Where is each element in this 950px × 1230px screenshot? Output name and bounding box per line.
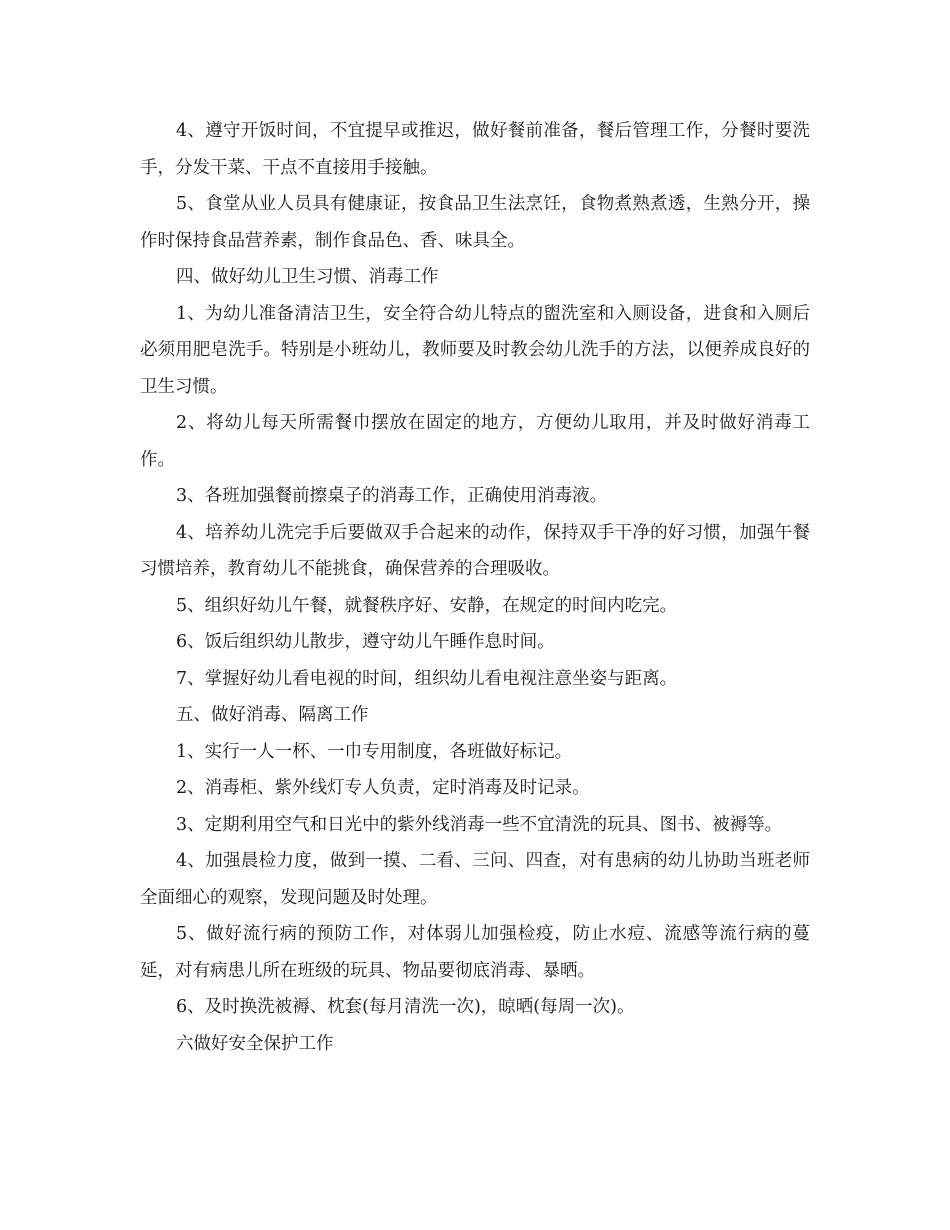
paragraph-canteen-staff: 5、食堂从业人员具有健康证，按食品卫生法烹饪，食物煮熟煮透，生熟分开，操作时保持食品营养素，制作食品色、香、味具全。: [140, 194, 810, 251]
paragraph-lunch: 5、组织好幼儿午餐，就餐秩序好、安静，在规定的时间内吃完。: [176, 595, 678, 616]
paragraph-dining-time: 4、遵守开饭时间，不宜提早或推迟，做好餐前准备，餐后管理工作，分餐时要洗手，分发干菜、干点不直接用手接触。: [140, 121, 810, 178]
paragraph-bedding: 6、及时换洗被褥、枕套(每月清洗一次)，晾晒(每周一次)。: [176, 997, 635, 1017]
paragraph-epidemic: 5、做好流行病的预防工作，对体弱儿加强检疫，防止水痘、流感等流行病的蔓延，对有病患儿所在班级的玩具、物品要彻底消毒、暴晒。: [140, 924, 810, 981]
paragraph-morning-check: 4、加强晨检力度，做到一摸、二看、三问、四查，对有患病的幼儿协助当班老师全面细心的观察，发现问题及时处理。: [140, 851, 810, 908]
paragraph-washroom: 1、为幼儿准备清洁卫生，安全符合幼儿特点的盥洗室和入厕设备，进食和入厕后必须用肥皂洗手。特别是小班幼儿，教师要及时教会幼儿洗手的方法，以便养成良好的卫生习惯。: [140, 303, 810, 397]
paragraph-tv: 7、掌握好幼儿看电视的时间，组织幼儿看电视注意坐姿与距离。: [176, 668, 678, 689]
paragraph-hand-habits: 4、培养幼儿洗完手后要做双手合起来的动作，保持双手干净的好习惯，加强午餐习惯培养，教育幼儿不能挑食，确保营养的合理吸收。: [140, 522, 810, 579]
section-heading-isolation: 五、做好消毒、隔离工作: [176, 705, 369, 725]
paragraph-uv-cabinet: 2、消毒柜、紫外线灯专人负责，定时消毒及时记录。: [176, 778, 590, 798]
document-body: [140, 113, 810, 1062]
paragraph-walk-nap: 6、饭后组织幼儿散步，遵守幼儿午睡作息时间。: [176, 632, 555, 652]
paragraph-napkins: 2、将幼儿每天所需餐巾摆放在固定的地方，方便幼儿取用，并及时做好消毒工作。: [140, 413, 810, 470]
paragraph-sunlight: 3、定期利用空气和日光中的紫外线消毒一些不宜清洗的玩具、图书、被褥等。: [176, 814, 783, 835]
paragraph-cup-towel: 1、实行一人一杯、一巾专用制度，各班做好标记。: [176, 741, 573, 762]
section-heading-safety: 六做好安全保护工作: [176, 1033, 334, 1054]
section-heading-hygiene: 四、做好幼儿卫生习惯、消毒工作: [176, 267, 439, 287]
paragraph-table-disinfect: 3、各班加强餐前擦桌子的消毒工作，正确使用消毒液。: [176, 486, 608, 506]
